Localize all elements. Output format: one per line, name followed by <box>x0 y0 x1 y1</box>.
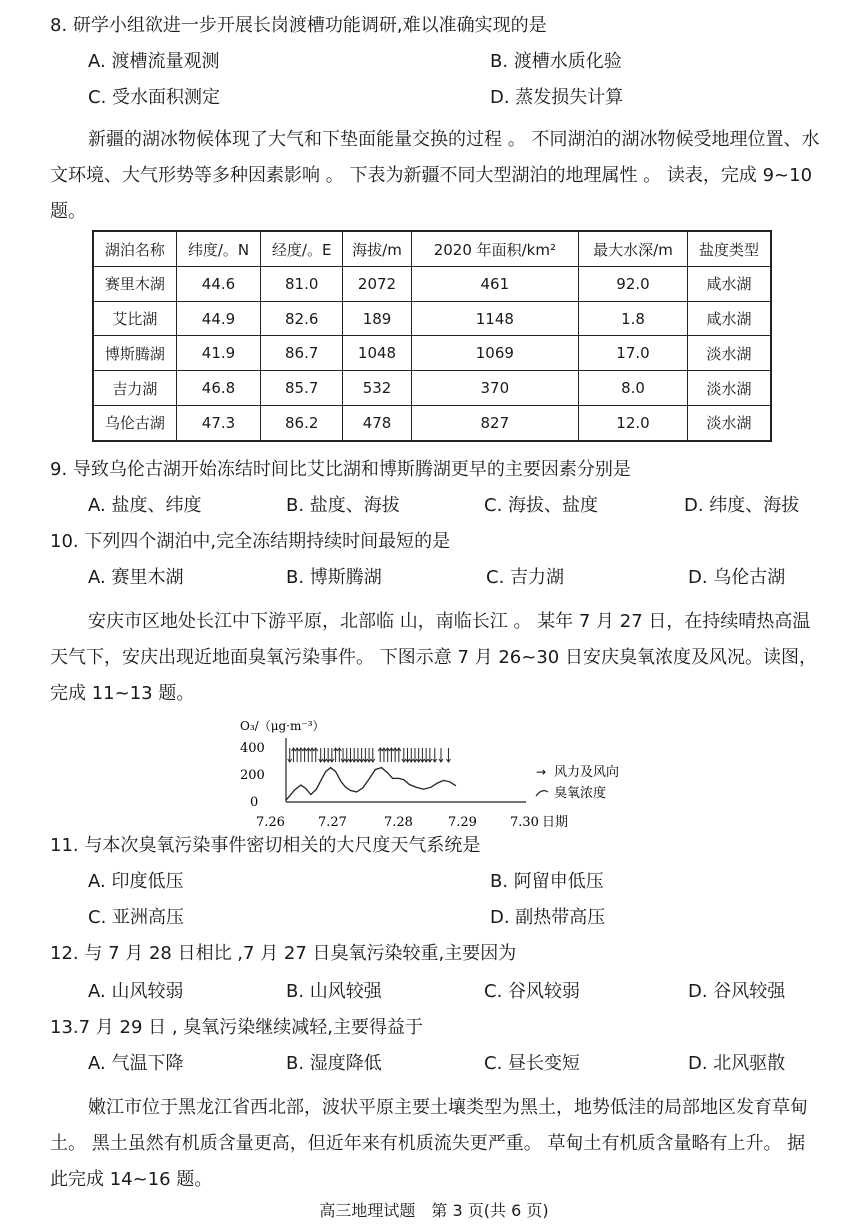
q13-option-c: C. 昼长变短 <box>484 1053 581 1074</box>
table-cell: 淡水湖 <box>688 371 771 406</box>
legend-wind-label: 风力及风向 <box>554 765 620 780</box>
table-row <box>93 405 771 441</box>
table-cell: 2072 <box>343 267 412 302</box>
q8-option-c: C. 受水面积测定 <box>88 87 221 108</box>
table-header-row <box>93 231 771 267</box>
table-cell: 1048 <box>343 336 412 371</box>
table-cell: 吉力湖 <box>93 371 176 406</box>
table-header-cell: 海拔/m <box>343 231 412 267</box>
table-cell: 82.6 <box>261 301 343 336</box>
table-cell: 8.0 <box>578 371 687 406</box>
table-header-cell: 2020 年面积/km² <box>411 231 578 267</box>
table-cell: 46.8 <box>176 371 260 406</box>
table-cell: 41.9 <box>176 336 260 371</box>
x-axis-label: 日期 <box>542 815 569 830</box>
ozone-concentration-line <box>286 768 456 800</box>
x-tick-label: 7.29 <box>448 815 477 830</box>
ozone-intro-paragraph: 安庆市区地处长江中下游平原，北部临 山，南临长江 。 某年 7 月 27 日，在持续晴热高温天气下，安庆出现近地面臭氧污染事件。 下图示意 7 月 26~30 日安庆臭氧浓度及风况。读图，完成 11~13 题。 <box>50 611 817 704</box>
table-row <box>93 371 771 406</box>
soil-intro-paragraph: 嫩江市位于黑龙江省西北部，波状平原主要土壤类型为黑土，地势低洼的局部地区发育草甸土。 黑土虽然有机质含量更高，但近年来有机质流失更严重。 草甸土有机质含量略有上升。 据此完成 14~16 题。 <box>50 1097 808 1190</box>
q8-option-b: B. 渡槽水质化验 <box>490 51 622 72</box>
q9-option-c: C. 海拔、盐度 <box>484 495 599 516</box>
x-tick-label: 7.28 <box>384 815 413 830</box>
table-row <box>93 301 771 336</box>
question-13-stem: 13.7 月 29 日 , 臭氧污染继续减轻,主要得益于 <box>50 1017 424 1038</box>
question-12-stem: 12. 与 7 月 28 日相比 ,7 月 27 日臭氧污染较重,主要因为 <box>50 943 517 964</box>
q9-option-b: B. 盐度、海拔 <box>286 495 400 516</box>
x-tick-label: 7.27 <box>318 815 347 830</box>
table-cell: 461 <box>411 267 578 302</box>
page-footer: 高三地理试题 第 3 页(共 6 页) <box>319 1201 549 1220</box>
table-cell: 咸水湖 <box>688 267 771 302</box>
table-cell: 1148 <box>411 301 578 336</box>
table-cell: 532 <box>343 371 412 406</box>
y-tick-label: 400 <box>240 741 265 756</box>
q12-option-c: C. 谷风较弱 <box>484 981 581 1002</box>
y-tick-label: 200 <box>240 768 265 783</box>
table-cell: 827 <box>411 405 578 441</box>
q9-option-d: D. 纬度、海拔 <box>684 495 800 516</box>
legend-wind-arrow-icon: → <box>536 765 547 779</box>
table-row <box>93 336 771 371</box>
lake-attributes-table <box>92 230 772 442</box>
table-cell: 85.7 <box>261 371 343 406</box>
q13-option-d: D. 北风驱散 <box>688 1053 786 1074</box>
table-cell: 189 <box>343 301 412 336</box>
table-cell: 17.0 <box>578 336 687 371</box>
table-cell: 艾比湖 <box>93 301 176 336</box>
table-cell: 淡水湖 <box>688 405 771 441</box>
table-header-cell: 盐度类型 <box>688 231 771 267</box>
q13-option-a: A. 气温下降 <box>88 1053 184 1074</box>
q11-option-c: C. 亚洲高压 <box>88 907 185 928</box>
q12-option-a: A. 山风较弱 <box>88 981 184 1002</box>
q10-option-c: C. 吉力湖 <box>486 567 565 588</box>
question-9-stem: 9. 导致乌伦古湖开始冻结时间比艾比湖和博斯腾湖更早的主要因素分别是 <box>50 459 631 480</box>
table-cell: 赛里木湖 <box>93 267 176 302</box>
q11-option-a: A. 印度低压 <box>88 871 184 892</box>
table-cell: 淡水湖 <box>688 336 771 371</box>
table-cell: 12.0 <box>578 405 687 441</box>
legend-curve-icon <box>536 791 548 796</box>
ozone-wind-chart <box>236 718 656 836</box>
q10-option-a: A. 赛里木湖 <box>88 567 184 588</box>
x-tick-label: 7.26 <box>256 815 285 830</box>
q12-option-b: B. 山风较强 <box>286 981 382 1002</box>
table-cell: 86.7 <box>261 336 343 371</box>
table-header-cell: 经度/。E <box>261 231 343 267</box>
table-header-cell: 最大水深/m <box>578 231 687 267</box>
y-tick-label: 0 <box>250 795 259 810</box>
table-cell: 370 <box>411 371 578 406</box>
table-cell: 咸水湖 <box>688 301 771 336</box>
q8-option-d: D. 蒸发损失计算 <box>490 87 624 108</box>
q11-option-b: B. 阿留申低压 <box>490 871 604 892</box>
legend-ozone-label: 臭氧浓度 <box>554 786 607 801</box>
question-11-stem: 11. 与本次臭氧污染事件密切相关的大尺度天气系统是 <box>50 835 481 856</box>
table-cell: 1.8 <box>578 301 687 336</box>
table-cell: 478 <box>343 405 412 441</box>
q10-option-b: B. 博斯腾湖 <box>286 567 382 588</box>
table-cell: 86.2 <box>261 405 343 441</box>
q10-option-d: D. 乌伦古湖 <box>688 567 786 588</box>
table-cell: 47.3 <box>176 405 260 441</box>
table-cell: 1069 <box>411 336 578 371</box>
table-cell: 81.0 <box>261 267 343 302</box>
q11-option-d: D. 副热带高压 <box>490 907 606 928</box>
lakes-intro-paragraph: 新疆的湖冰物候体现了大气和下垫面能量交换的过程 。 不同湖泊的湖冰物候受地理位置、水文环境、大气形势等多种因素影响 。 下表为新疆不同大型湖泊的地理属性 。 读表，完成 9~10 题。 <box>50 129 820 222</box>
table-cell: 乌伦古湖 <box>93 405 176 441</box>
table-header-cell: 湖泊名称 <box>93 231 176 267</box>
table-cell: 44.9 <box>176 301 260 336</box>
table-cell: 44.6 <box>176 267 260 302</box>
table-cell: 博斯腾湖 <box>93 336 176 371</box>
question-10-stem: 10. 下列四个湖泊中,完全冻结期持续时间最短的是 <box>50 531 451 552</box>
q8-option-a: A. 渡槽流量观测 <box>88 51 220 72</box>
table-row <box>93 267 771 302</box>
chart-ylabel: O₃/（μg·m⁻³） <box>240 719 325 733</box>
q13-option-b: B. 湿度降低 <box>286 1053 382 1074</box>
q9-option-a: A. 盐度、纬度 <box>88 495 202 516</box>
table-header-cell: 纬度/。N <box>176 231 260 267</box>
table-cell: 92.0 <box>578 267 687 302</box>
x-tick-label: 7.30 <box>510 815 539 830</box>
q12-option-d: D. 谷风较强 <box>688 981 786 1002</box>
wind-arrows-group <box>288 748 451 762</box>
question-8-stem: 8. 研学小组欲进一步开展长岗渡槽功能调研,难以准确实现的是 <box>50 15 547 36</box>
